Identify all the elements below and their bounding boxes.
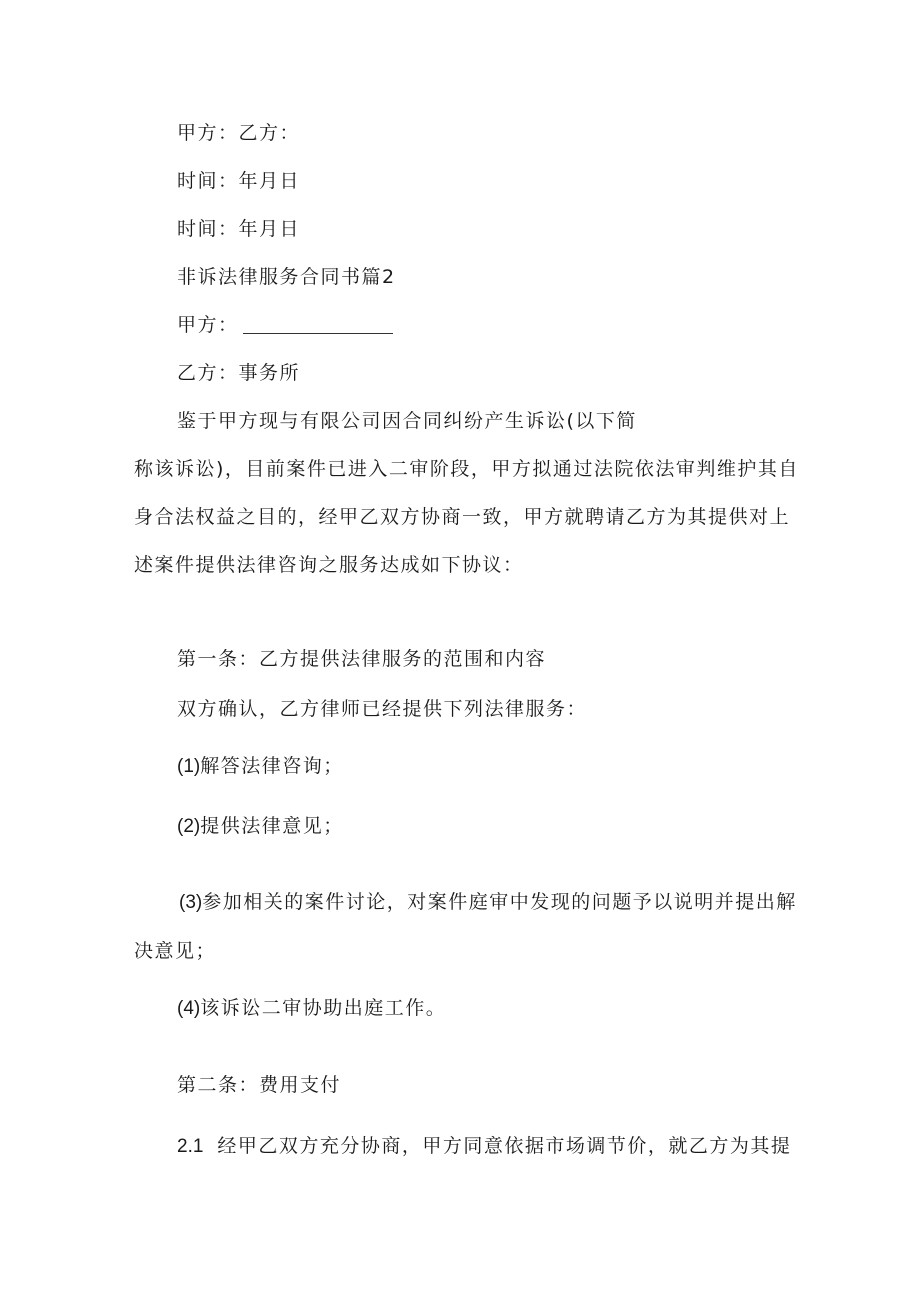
article-title: 第二条：费用支付 bbox=[177, 1074, 342, 1096]
list-item-number: (4) bbox=[177, 998, 201, 1019]
list-item-number: (2) bbox=[177, 816, 201, 837]
paragraph-line: 鉴于甲方现与有限公司因合同纠纷产生诉讼(以下简 bbox=[177, 410, 637, 432]
list-item-continuation: 决意见； bbox=[134, 940, 217, 962]
article-intro: 双方确认，乙方律师已经提供下列法律服务： bbox=[177, 698, 588, 720]
list-item bbox=[177, 995, 446, 1022]
paragraph-line: 称该诉讼)，目前案件已进入二审阶段，甲方拟通过法院依法审判维护其自 bbox=[134, 458, 799, 480]
list-item bbox=[177, 753, 344, 780]
list-item-text: 解答法律咨询； bbox=[200, 755, 344, 777]
party-a-line bbox=[177, 312, 393, 338]
paragraph-line: 述案件提供法律咨询之服务达成如下协议： bbox=[134, 554, 524, 576]
section-heading: 非诉法律服务合同书篇2 bbox=[177, 266, 396, 288]
list-item-text: 参加相关的案件讨论，对案件庭审中发现的问题予以说明并提出解 bbox=[202, 891, 797, 913]
list-item-number: (3) bbox=[179, 892, 203, 913]
party-a-label: 甲方： bbox=[177, 314, 239, 336]
list-item bbox=[177, 813, 344, 840]
paragraph-line: 身合法权益之目的，经甲乙双方协商一致，甲方就聘请乙方为其提供对上 bbox=[134, 506, 791, 528]
blank-underline bbox=[243, 315, 393, 334]
party-b-line: 乙方：事务所 bbox=[177, 362, 301, 384]
clause-number: 2.1 bbox=[177, 1136, 204, 1157]
time-line: 时间：年月日 bbox=[177, 170, 301, 192]
list-item bbox=[179, 889, 797, 916]
article-title: 第一条：乙方提供法律服务的范围和内容 bbox=[177, 648, 547, 670]
time-line: 时间：年月日 bbox=[177, 218, 301, 240]
clause-text: 经甲乙双方充分协商，甲方同意依据市场调节价，就乙方为其提 bbox=[217, 1135, 792, 1157]
list-item-text: 该诉讼二审协助出庭工作。 bbox=[200, 997, 447, 1019]
party-line: 甲方：乙方： bbox=[177, 122, 301, 144]
list-item-number: (1) bbox=[177, 756, 201, 777]
clause-line bbox=[177, 1133, 791, 1160]
list-item-text: 提供法律意见； bbox=[200, 815, 344, 837]
